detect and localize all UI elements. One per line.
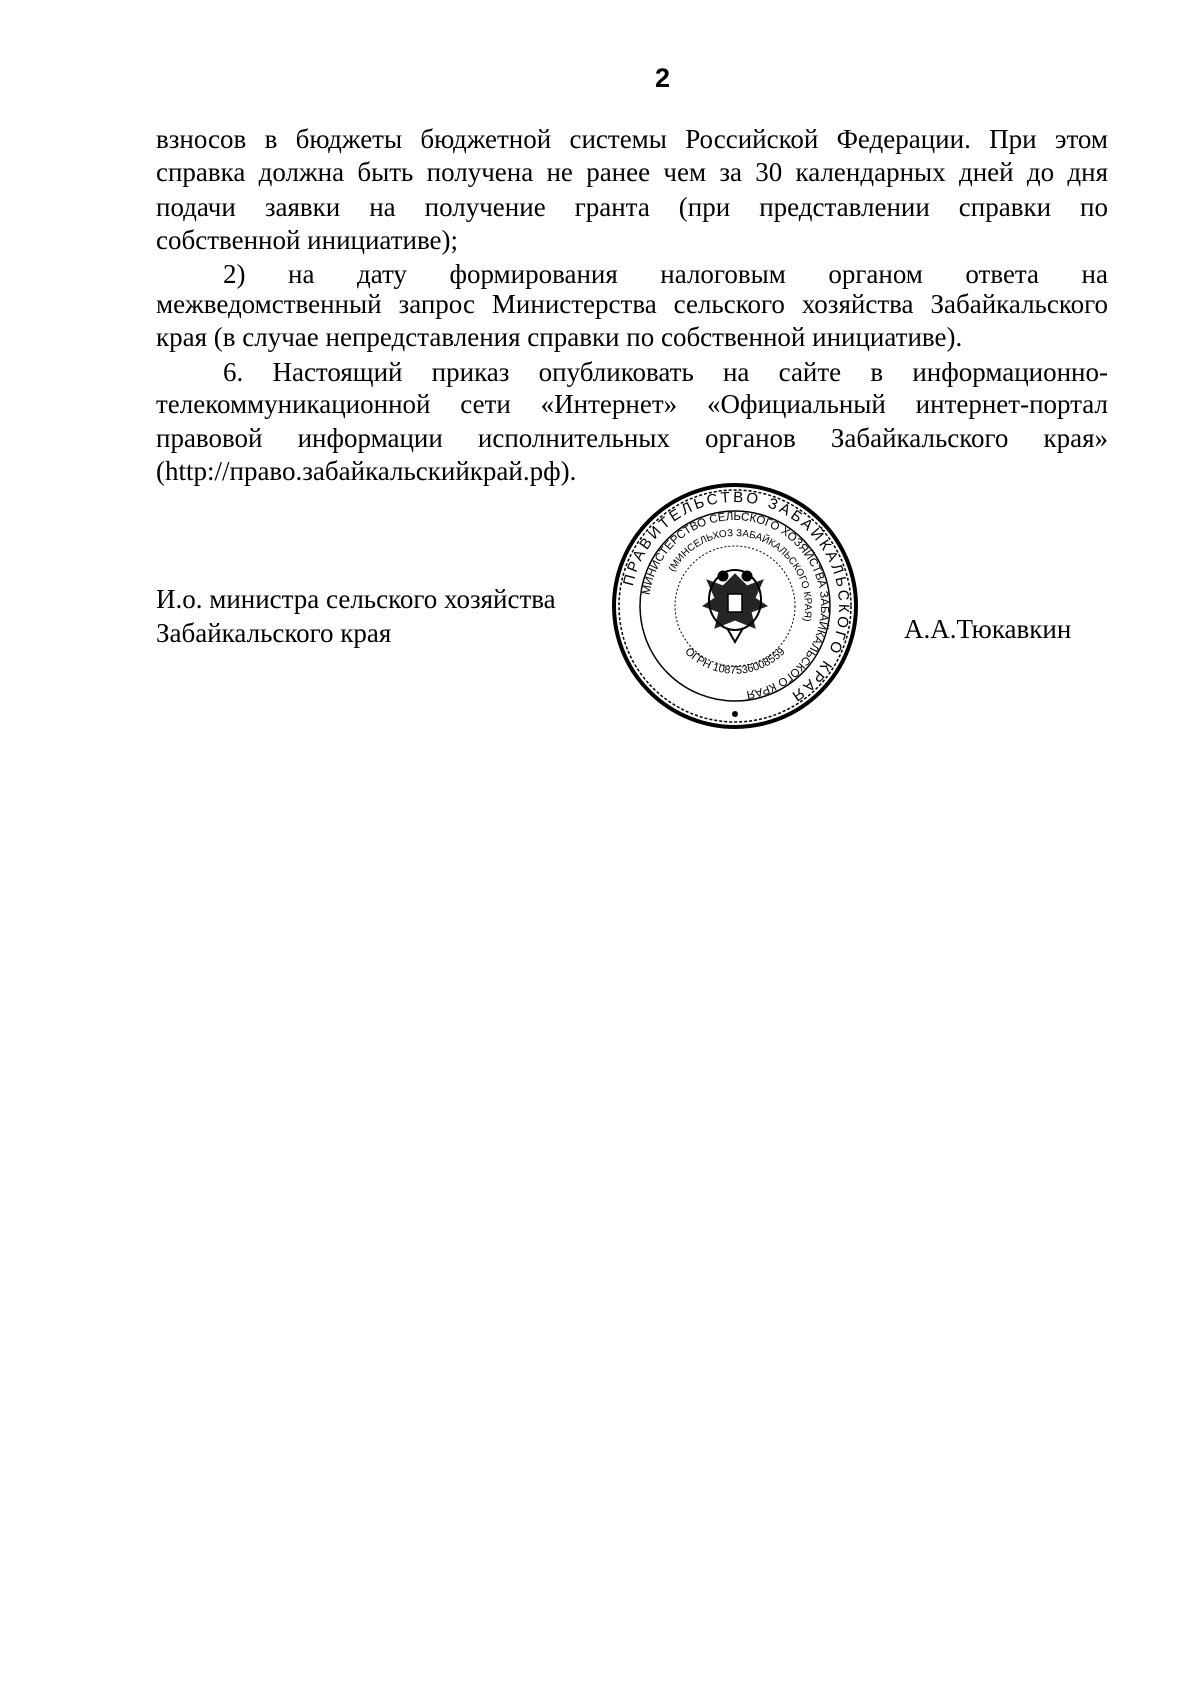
stamp-middle-text: МИНИСТЕРСТВО СЕЛЬСКОГО ХОЗЯЙСТВА ЗАБАЙКАЛЬСКОГО КРАЯ bbox=[640, 510, 831, 701]
official-stamp bbox=[611, 482, 859, 730]
body-line: 6. Настоящий приказ опубликовать на сайте в информационно- bbox=[223, 357, 1108, 387]
body-line: подачи заявки на получение гранта (при представлении справки по bbox=[156, 192, 1108, 222]
body-line: правовой информации исполнительных органов Забайкальского края» bbox=[156, 423, 1108, 453]
coat-of-arms-emblem bbox=[703, 570, 767, 642]
stamp-inner-text: (МИНСЕЛЬХОЗ ЗАБАЙКАЛЬСКОГО КРАЯ) bbox=[666, 527, 814, 623]
stamp-dot bbox=[732, 711, 738, 717]
body-line: (http://право.забайкальскийкрай.рф). bbox=[156, 456, 577, 486]
stamp-ogrn-text: ОГРН 1087536008559 bbox=[682, 645, 788, 677]
signatory-position bbox=[156, 582, 556, 650]
body-line: межведомственный запрос Министерства сельского хозяйства Забайкальского bbox=[156, 289, 1108, 319]
page-number: 2 bbox=[654, 63, 671, 93]
signatory-position-line: Забайкальского края bbox=[156, 618, 392, 648]
body-line: взносов в бюджеты бюджетной системы Российской Федерации. При этом bbox=[156, 124, 1108, 154]
signatory-position-line: И.о. министра сельского хозяйства bbox=[156, 584, 556, 614]
body-line: края (в случае непредставления справки по собственной инициативе). bbox=[156, 322, 963, 352]
body-line: 2) на дату формирования налоговым органом ответа на bbox=[223, 259, 1108, 289]
body-line: телекоммуникационной сети «Интернет» «Официальный интернет-портал bbox=[156, 389, 1108, 419]
stamp-outer-text: ПРАВИТЕЛЬСТВО ЗАБАЙКАЛЬСКОГО КРАЯ bbox=[620, 488, 853, 706]
body-line: собственной инициативе); bbox=[156, 225, 459, 255]
body-line: справка должна быть получена не ранее чем за 30 календарных дней до дня bbox=[156, 157, 1108, 187]
signatory-name: А.А.Тюкавкин bbox=[904, 614, 1072, 644]
